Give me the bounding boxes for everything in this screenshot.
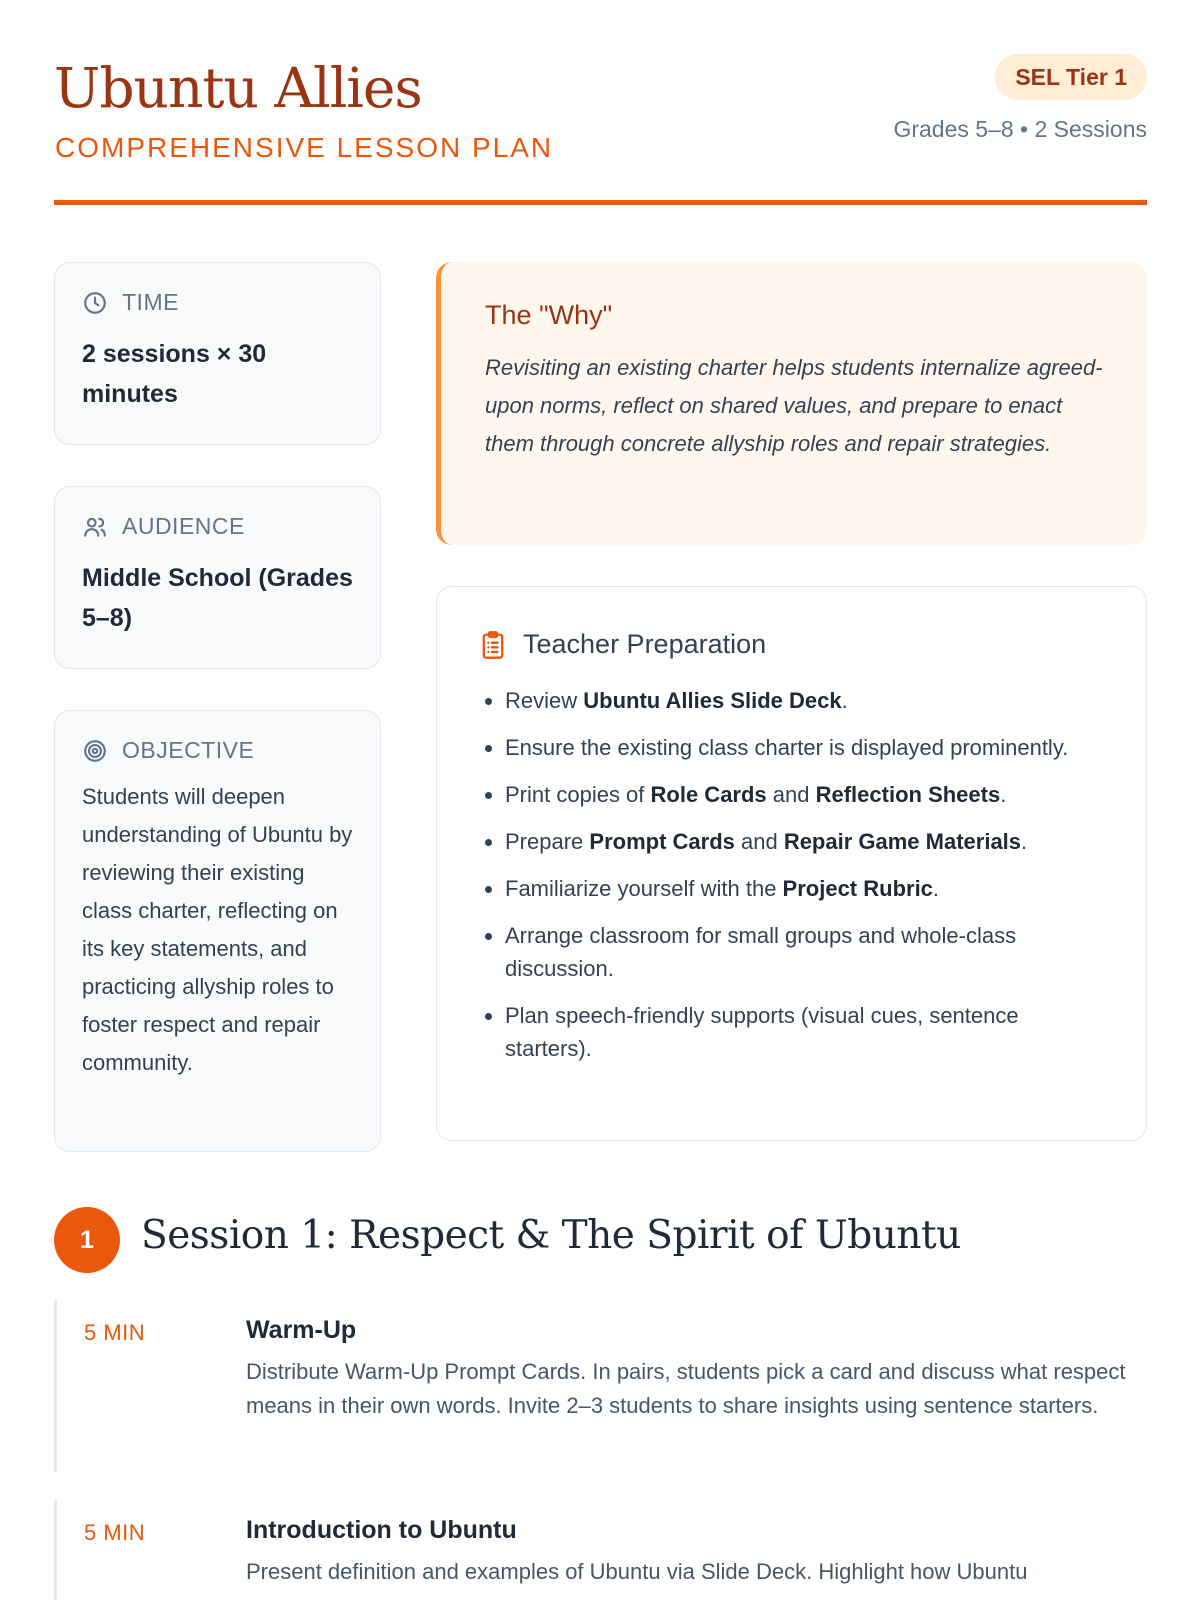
lesson-header <box>54 52 1147 208</box>
session-1-heading <box>54 1207 1147 1273</box>
session-title: Session 1: Respect & The Spirit of Ubuntu <box>141 1213 961 1258</box>
objective-label: OBJECTIVE <box>122 737 255 763</box>
time-card <box>54 262 381 445</box>
list-item: • Print copies of Role Cards and Reflection Sheets. <box>505 778 1106 811</box>
list-item: • Prepare Prompt Cards and Repair Game Materials. <box>505 825 1106 858</box>
why-title: The "Why" <box>485 300 613 330</box>
audience-label: AUDIENCE <box>122 513 245 539</box>
list-item: • Ensure the existing class charter is displayed prominently. <box>505 731 1106 764</box>
clock-icon <box>82 290 108 316</box>
header-divider <box>54 200 1147 205</box>
step-body <box>246 1316 1127 1423</box>
grade-meta: Grades 5–8 • 2 Sessions <box>893 116 1147 142</box>
audience-card <box>54 486 381 669</box>
activity-step-warm-up <box>54 1300 1147 1472</box>
objective-label-row <box>82 737 353 764</box>
clipboard-icon <box>479 630 507 660</box>
time-value: 2 sessions × 30 minutes <box>82 340 267 408</box>
page-title: Ubuntu Allies <box>54 56 422 120</box>
step-text: Distribute Warm-Up Prompt Cards. In pairs, students pick a card and discuss what respect means in their own words. Invite 2–3 students to share insights using sentence starters. <box>246 1359 1126 1418</box>
step-duration: 5 MIN <box>84 1520 146 1545</box>
prep-title-row <box>479 629 1106 660</box>
why-callout <box>436 262 1147 545</box>
time-label-row <box>82 289 353 316</box>
tier-badge: SEL Tier 1 <box>995 54 1147 100</box>
audience-value: Middle School (Grades 5–8) <box>82 564 353 632</box>
step-duration: 5 MIN <box>84 1320 146 1345</box>
step-title: Warm-Up <box>246 1316 357 1344</box>
activity-step-introduction-to-ubuntu <box>54 1500 1147 1600</box>
session-number-badge: 1 <box>54 1207 120 1273</box>
page-subtitle: COMPREHENSIVE LESSON PLAN <box>55 132 554 163</box>
objective-card <box>54 710 381 1152</box>
why-text: Revisiting an existing charter helps students internalize agreed-upon norms, reflect on shared values, and prepare to enact them through concrete allyship roles and repair strategies. <box>485 355 1103 456</box>
list-item: • Review Ubuntu Allies Slide Deck. <box>505 684 1106 717</box>
time-label: TIME <box>122 289 179 315</box>
step-body <box>246 1516 1127 1589</box>
users-icon <box>82 514 108 540</box>
list-item: • Plan speech-friendly supports (visual cues, sentence starters). <box>505 999 1106 1065</box>
prep-title: Teacher Preparation <box>523 629 767 659</box>
list-item: • Familiarize yourself with the Project Rubric. <box>505 872 1106 905</box>
target-icon <box>82 738 108 764</box>
step-text: Present definition and examples of Ubuntu via Slide Deck. Highlight how Ubuntu <box>246 1559 1028 1584</box>
audience-label-row <box>82 513 353 540</box>
objective-text: Students will deepen understanding of Ubuntu by reviewing their existing class charter, reflecting on its key statements, and practicing allyship roles to foster respect and repair community. <box>82 784 353 1075</box>
prep-list <box>479 684 1106 1065</box>
teacher-preparation-card <box>436 586 1147 1141</box>
list-item: • Arrange classroom for small groups and whole-class discussion. <box>505 919 1106 985</box>
step-title: Introduction to Ubuntu <box>246 1516 517 1544</box>
